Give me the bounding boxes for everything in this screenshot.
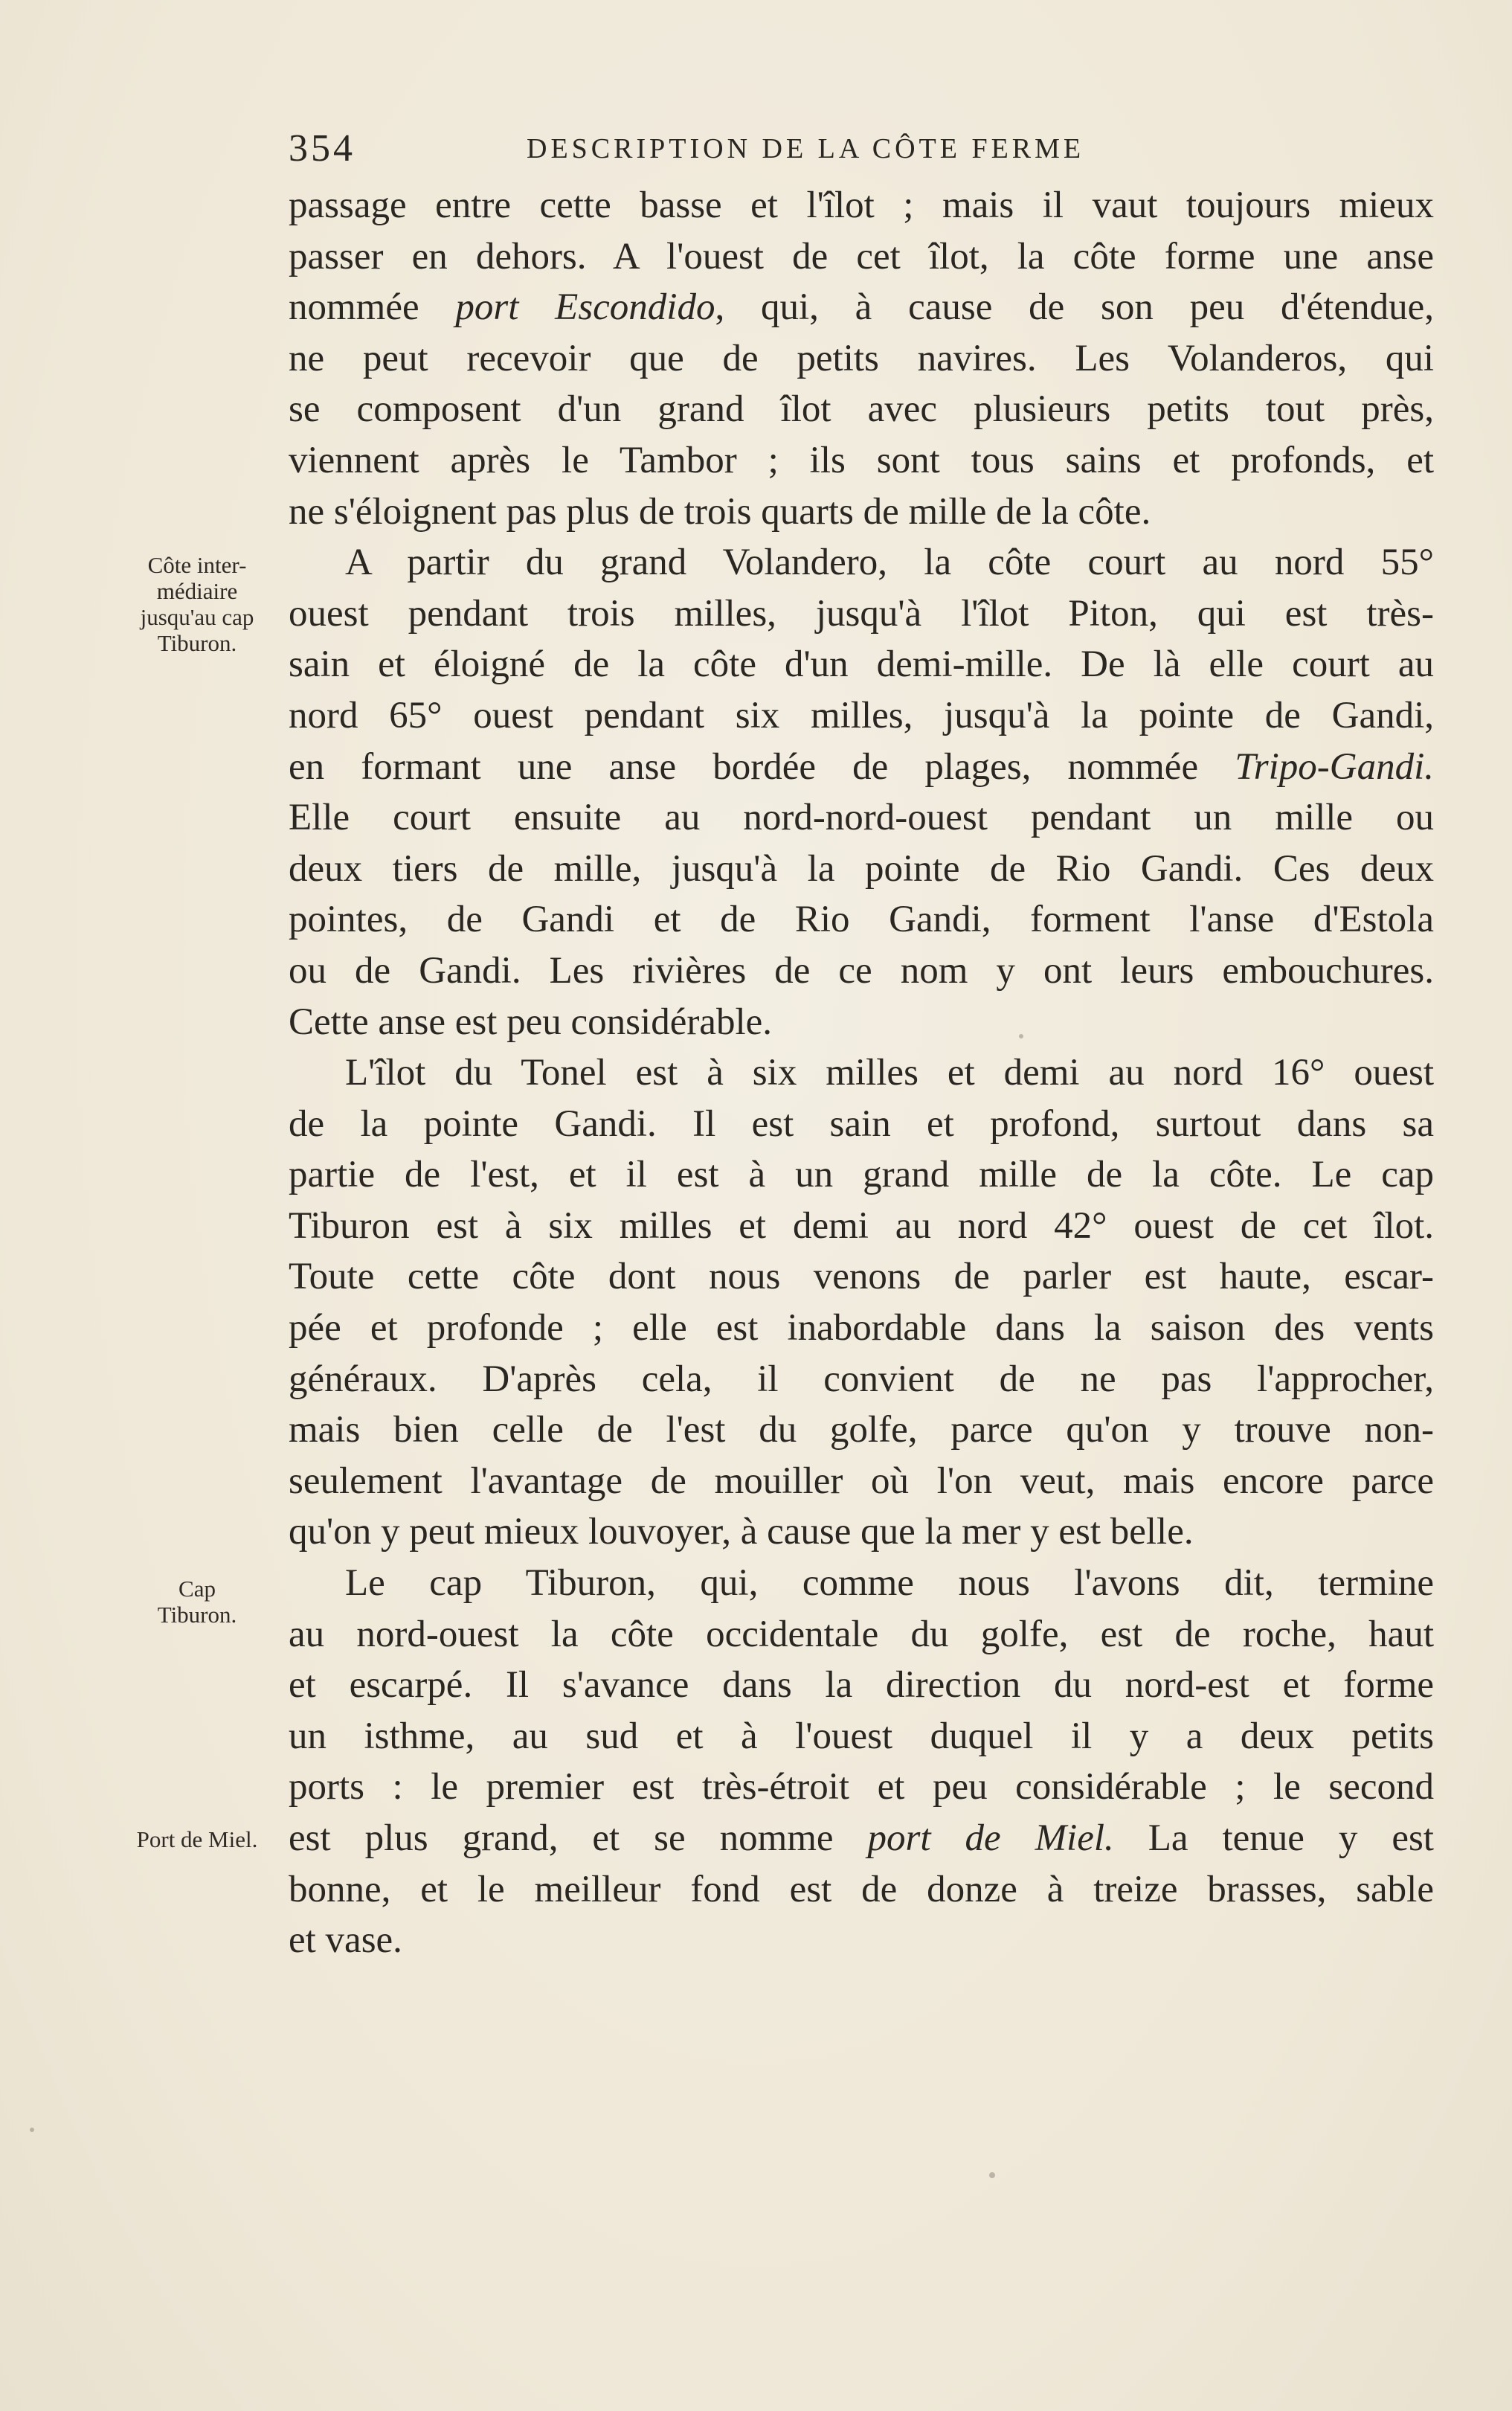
running-head: DESCRIPTION DE LA CÔTE FERME [527, 133, 1085, 164]
text-line: Tiburon est à six milles et demi au nord 42° ouest de cet îlot. [289, 1204, 1434, 1247]
page-number: 354 [289, 127, 356, 170]
text-line: au nord-ouest la côte occidentale du golfe, est de roche, haut [289, 1613, 1434, 1655]
text-line: ou de Gandi. Les rivières de ce nom y ont leurs embouchures. [289, 949, 1434, 992]
text-line: bonne, et le meilleur fond est de donze à treize brasses, sable [289, 1868, 1434, 1910]
margin-note-port-de-miel [112, 1826, 283, 1852]
margin-note-line: Cap [178, 1576, 216, 1602]
text-line: pointes, de Gandi et de Rio Gandi, forment l'anse d'Estola [289, 899, 1434, 941]
text-line: se composent d'un grand îlot avec plusieurs petits tout près, [289, 388, 1434, 431]
text-line: nord 65° ouest pendant six milles, jusqu'à la pointe de Gandi, [289, 694, 1434, 736]
italic-place-name: Tripo-Gandi. [1235, 745, 1434, 788]
text-line: Elle court ensuite au nord-nord-ouest pendant un mille ou [289, 797, 1434, 839]
text-line: ne peut recevoir que de petits navires. Les Volanderos, qui [289, 337, 1434, 379]
margin-note-cap-tiburon [112, 1576, 283, 1628]
margin-note-line: jusqu'au cap [140, 604, 254, 630]
text-line: pée et profonde ; elle est inabordable dans la saison des vents [289, 1307, 1434, 1349]
body-text [289, 180, 1434, 1966]
page-header [289, 126, 1434, 179]
text-line: nommée port Escondido, qui, à cause de son peu d'étendue, [289, 286, 1435, 329]
text-line: de la pointe Gandi. Il est sain et profond, surtout dans sa [289, 1102, 1434, 1145]
margin-note-cote-intermediaire [112, 552, 283, 656]
paper-speck [989, 2172, 995, 2178]
margin-note-line: Port de Miel. [136, 1826, 258, 1852]
text-line: généraux. D'après cela, il convient de ne pas l'approcher, [289, 1358, 1434, 1400]
text-line: est plus grand, et se nomme port de Miel. La tenue y est [289, 1817, 1434, 1859]
margin-note-line: Tiburon. [157, 1602, 237, 1628]
margin-note-line: médiaire [156, 578, 238, 604]
text-line: deux tiers de mille, jusqu'à la pointe de Rio Gandi. Ces deux [289, 847, 1434, 890]
paper-speck [1019, 1034, 1023, 1038]
text-line: sain et éloigné de la côte d'un demi-mille. De là elle court au [289, 643, 1434, 686]
paper-speck [30, 2128, 34, 2132]
text-line: Cette anse est peu considérable. [289, 1001, 773, 1043]
text-line: mais bien celle de l'est du golfe, parce qu'on y trouve non- [289, 1409, 1434, 1451]
text-line: A partir du grand Volandero, la côte court au nord 55° [345, 542, 1434, 584]
italic-place-name: port de Miel. [867, 1817, 1114, 1859]
margin-note-line: Côte inter- [147, 552, 247, 578]
text-line: ouest pendant trois milles, jusqu'à l'îlot Piton, qui est très- [289, 592, 1434, 635]
text-line: L'îlot du Tonel est à six milles et demi au nord 16° ouest [345, 1052, 1434, 1094]
text-line: viennent après le Tambor ; ils sont tous sains et profonds, et [289, 439, 1434, 481]
text-line: ports : le premier est très-étroit et peu considérable ; le second [289, 1766, 1434, 1808]
text-line: et vase. [289, 1919, 402, 1962]
text-line: et escarpé. Il s'avance dans la direction du nord-est et forme [289, 1664, 1434, 1707]
text-line: Toute cette côte dont nous venons de parler est haute, escar- [289, 1256, 1434, 1298]
text-line: un isthme, au sud et à l'ouest duquel il y a deux petits [289, 1715, 1434, 1757]
text-line: Le cap Tiburon, qui, comme nous l'avons dit, termine [345, 1562, 1434, 1605]
text-line: qu'on y peut mieux louvoyer, à cause que la mer y est belle. [289, 1511, 1194, 1553]
italic-place-name: port Escondido [455, 286, 715, 329]
text-line: en formant une anse bordée de plages, nommée Tripo-Gandi. [289, 745, 1434, 788]
text-line: ne s'éloignent pas plus de trois quarts de mille de la côte. [289, 490, 1151, 533]
text-line: seulement l'avantage de mouiller où l'on veut, mais encore parce [289, 1460, 1434, 1502]
text-line: partie de l'est, et il est à un grand mille de la côte. Le cap [289, 1154, 1434, 1196]
text-line: passage entre cette basse et l'îlot ; mais il vaut toujours mieux [289, 184, 1434, 226]
margin-note-line: Tiburon. [157, 630, 237, 656]
text-line: passer en dehors. A l'ouest de cet îlot, la côte forme une anse [289, 235, 1434, 277]
